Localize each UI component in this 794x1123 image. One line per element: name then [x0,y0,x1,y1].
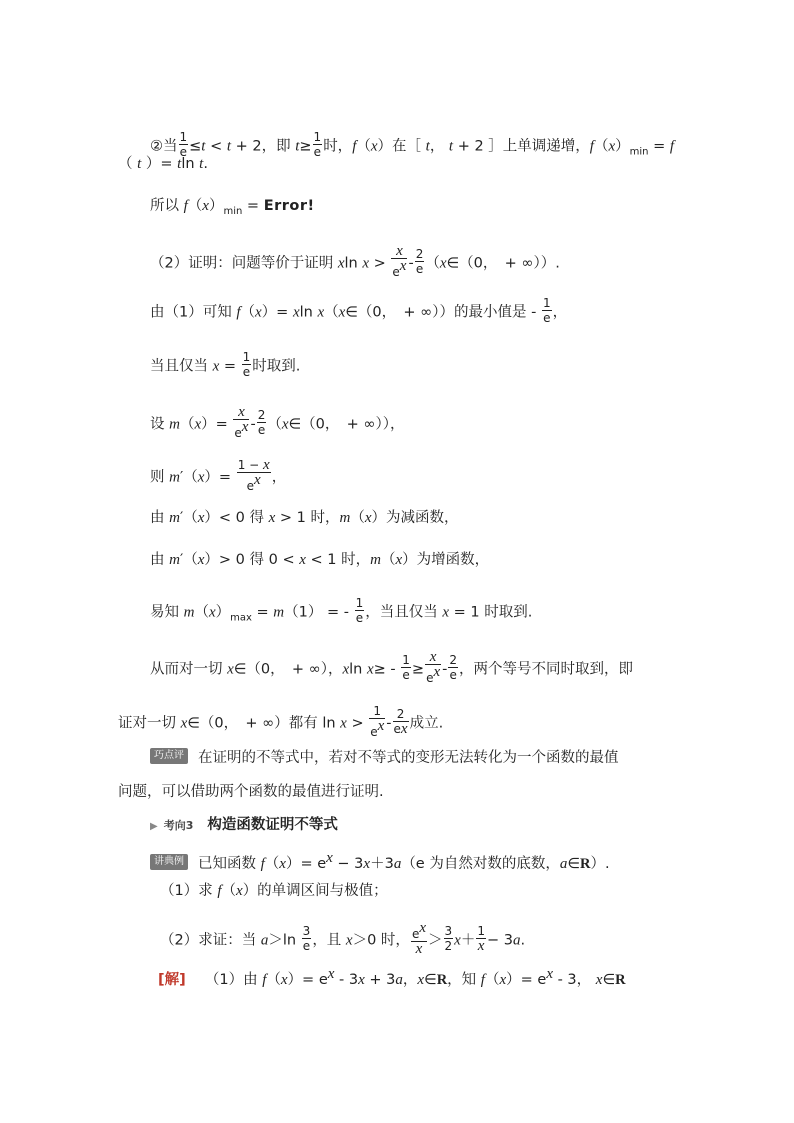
comment-text-1: 在证明的不等式中，若对不等式的变形无法转化为一个函数的最值 [198,750,619,766]
comment-line-2 [118,785,384,800]
line-9: 由 m′（x）< 0 得 x > 1 时，m（x）为减函数， [150,510,459,526]
section-title: 构造函数证明不等式 [207,817,338,833]
line-5: 由（1）可知 f（x）= xln x（x∈（0， + ∞））的最小值是 - $\frac{1}{e}$ ， [150,296,568,325]
example-line: 讲典例 已知函数 $f(x)= e^x - 3x+3a(e$ 为自然对数的底数，a∈R）. [150,851,610,872]
question-1: （1）求 f（x）的单调区间与极值； [160,883,388,899]
example-tag: 讲典例 [150,854,188,870]
line-3: 所以 $f(x)_{min}$ = Error! [150,198,315,217]
line-10: 由 m′（x）> 0 得 0 < x < 1 时，m（x）为增函数， [150,552,490,568]
line-4: （2）证明：问题等价于证明 xln x > x $e^x$ - $\frac{2}{e}$ （x∈（0， + ∞））. [150,243,560,279]
line-7: 设 m（x）= x $e^x$ - $\frac{2}{e}$ （x∈（0， + ∞））， [150,404,405,440]
line-8: 则 m′（x）= $\frac{1 - x}{e^x}$ ， [150,457,287,493]
question-2: （2）求证：当 a＞ln $\frac{3}{e}$ ，且 x＞0 时， $e^x$ x ＞ $\frac{3}{2}$ x＋ 1 x − 3a. [160,920,526,957]
triangle-icon: ▶ [150,821,158,832]
line-12: 从而对一切 x∈（0， + ∞），xln x≥ - $\frac{1}{e}$ ≥ x $e^x$ - $\frac{2}{e}$ ，两个等号不同时取到，即 [150,649,633,685]
comment-text-2: 问题，可以借助两个函数的最值进行证明. [118,784,384,800]
comment-tag: 巧点评 [150,748,188,764]
line-2: （ t ）= tln t. [118,156,208,172]
solution-line: [解] （1）由 $f(x)= e^x - 3x + 3a$，x∈R，知 $f(x)= e^x - 3$， x∈R [158,966,626,988]
line-13: 证对一切 x∈（0， + ∞）都有 ln x > $\frac{1}{e^x}$ - $\frac{2}{ex}$ 成立. [118,704,444,739]
line-6: 当且仅当 x = $\frac{1}{e}$ 时取到. [150,350,301,379]
error-text: Error! [263,198,315,214]
line-1: ②当 $\frac{1}{e}$ ≤t < t + 2，即 t≥ $\frac{1}{e}$ 时，f（x）在［ t， t + 2 ］上单调递增，$f(x)_{min} = f$ [150,130,675,159]
section-label: 考向3 [163,819,194,832]
line-11: 易知 $m(x)_{max} = m(1)$ = - $\frac{1}{e}$ ，当且仅当 x = 1 时取到. [150,596,533,625]
section-heading [150,818,338,833]
comment-line-1 [150,750,619,766]
solution-tag: [解] [158,972,186,988]
